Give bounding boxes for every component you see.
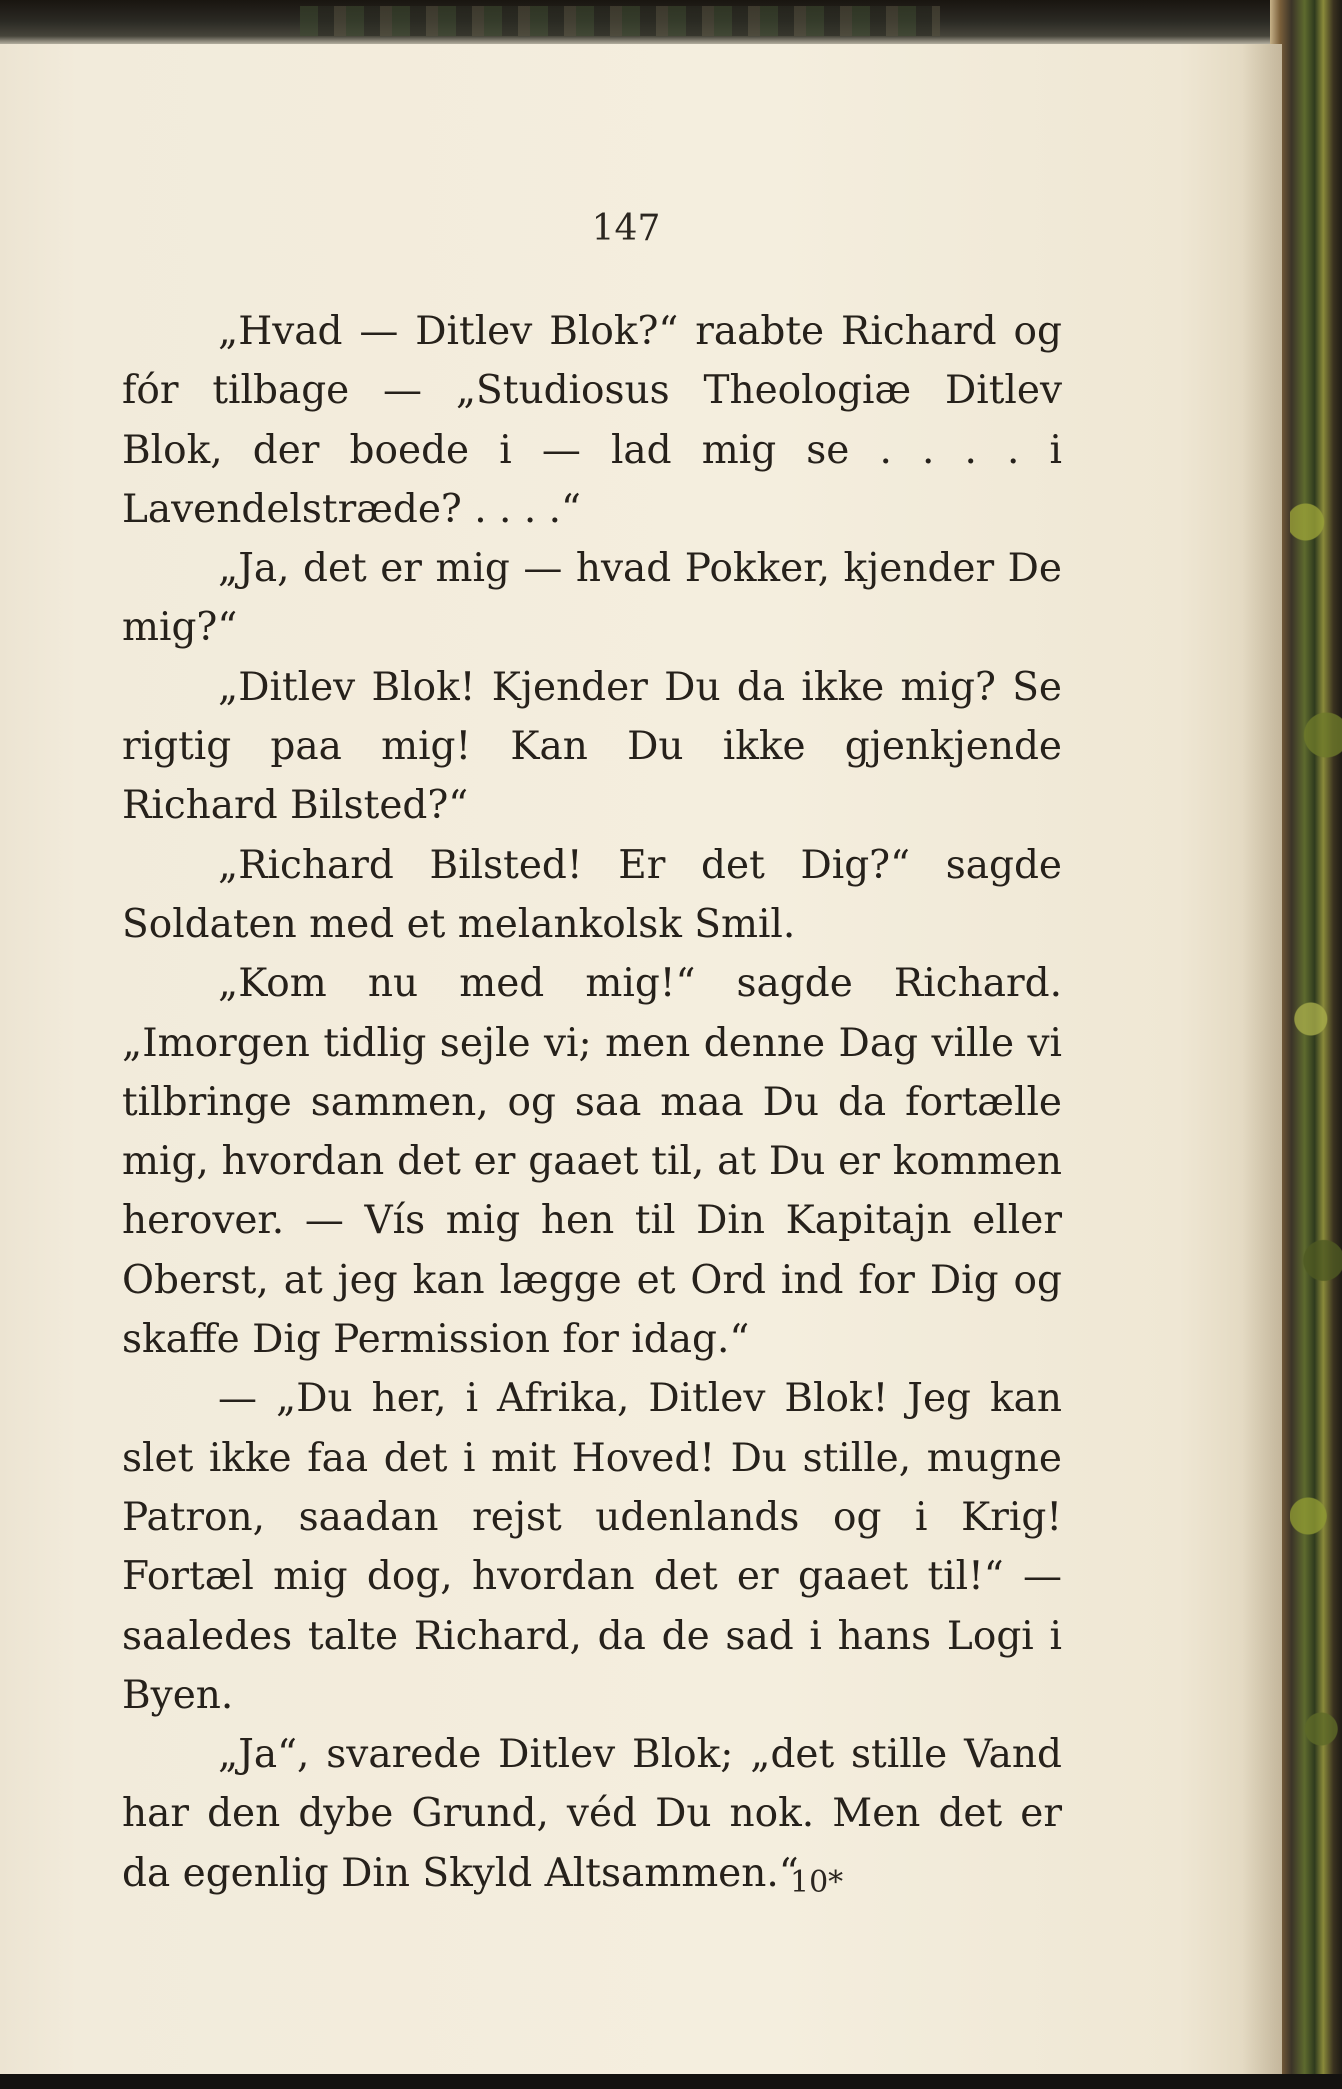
bottom-edge [0, 2074, 1342, 2089]
body-text [122, 302, 1062, 1903]
paragraph: „Ja“, svarede Ditlev Blok; „det stille Vand har den dybe Grund, véd Du nok. Men det er da egenlig Din Skyld Altsammen.“ [122, 1732, 1062, 1896]
top-edge [0, 0, 1342, 48]
paragraph: — „Du her, i Afrika, Ditlev Blok! Jeg kan slet ikke faa det i mit Hoved! Du stille, mugne Patron, saadan rejst udenlands og i Krig! Fortæl mig dog, hvordan det er gaaet til!“ — saaledes talte Richard, da de sad i hans Logi i Byen. [122, 1376, 1062, 1718]
paragraph: „Kom nu med mig!“ sagde Richard. „Imorgen tidlig sejle vi; men denne Dag ville vi tilbringe sammen, og saa maa Du da fortælle mig, hvordan det er gaaet til, at Du er kommen herover. — Vís mig hen til Din Kapitajn eller Oberst, at jeg kan lægge et Ord ind for Dig og skaffe Dig Permission for idag.“ [122, 961, 1062, 1363]
page-number: 147 [591, 208, 661, 249]
paragraph: „Hvad — Ditlev Blok?“ raabte Richard og fór tilbage — „Studiosus Theologiæ Ditlev Blok, der boede i — lad mig se . . . . i Lavendelstræde? . . . .“ [122, 309, 1062, 532]
paragraph: „Ditlev Blok! Kjender Du da ikke mig? Se rigtig paa mig! Kan Du ikke gjenkjende Richard Bilsted?“ [122, 664, 1062, 829]
paragraph: „Richard Bilsted! Er det Dig?“ sagde Soldaten med et melankolsk Smil. [122, 842, 1062, 947]
signature-mark: 10* [790, 1865, 844, 1900]
paragraph: „Ja, det er mig — hvad Pokker, kjender De mig?“ [122, 546, 1062, 651]
